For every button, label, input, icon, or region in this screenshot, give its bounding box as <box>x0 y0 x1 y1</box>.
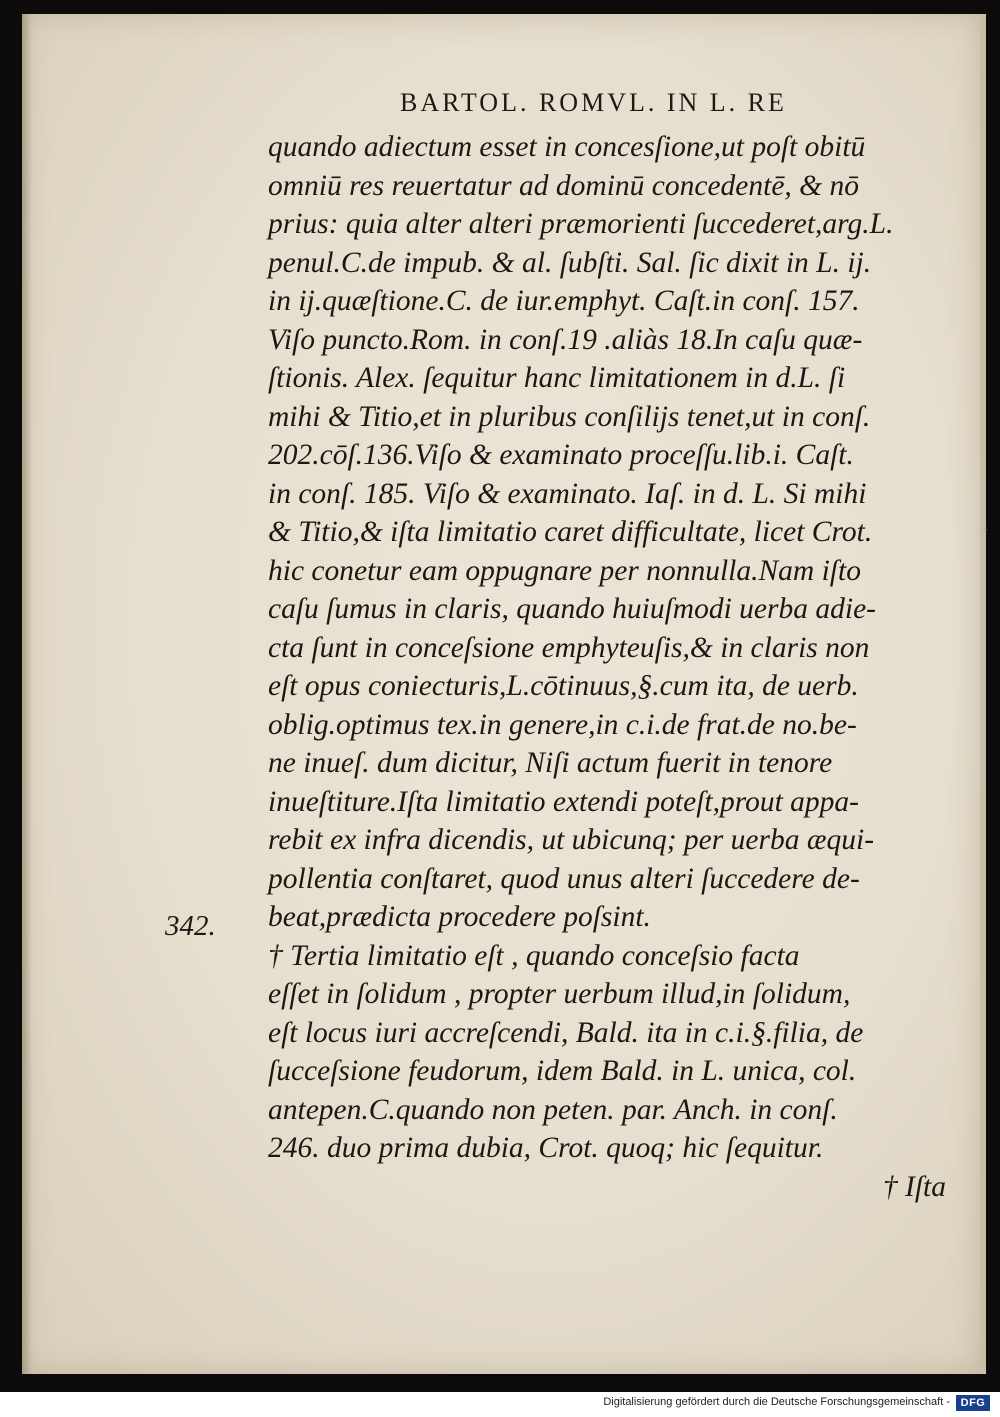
body-text <box>268 128 968 1206</box>
text-line: ſtionis. Alex. ſequitur hanc limitationem in d.L. ſi <box>268 362 846 394</box>
page-edge-mark: › <box>982 522 988 538</box>
text-line: inueſtiture.Iſta limitatio extendi poteſt,prout appa- <box>268 785 860 818</box>
text-line: omniū res reuertatur ad dominū concedentē, & nō <box>268 169 859 202</box>
text-line: eſſet in ſolidum , propter uerbum illud,in ſolidum, <box>268 978 851 1010</box>
text-line: † Tertia limitatio eſt , quando conceſsio facta <box>268 939 800 972</box>
text-line: in conſ. 185. Viſo & examinato. Iaſ. in d. L. Si mihi <box>268 477 867 510</box>
text-line: oblig.optimus tex.in genere,in c.i.de frat.de no.be- <box>268 708 857 741</box>
text-line: ne inueſ. dum dicitur, Niſi actum fuerit in tenore <box>268 747 833 779</box>
digitization-footer <box>0 1392 1000 1417</box>
text-line: prius: quia alter alteri præmorienti ſuccederet,arg.L. <box>268 208 894 240</box>
text-line: eſt locus iuri accreſcendi, Bald. ita in c.i.§.filia, de <box>268 1016 864 1049</box>
text-line: rebit ex infra dicendis, ut ubicunq; per uerba æqui- <box>268 824 875 856</box>
text-line: mihi & Titio,et in pluribus conſilijs tenet,ut in conſ. <box>268 400 871 433</box>
margin-number: 342. <box>165 910 216 942</box>
text-line: 202.cōſ.136.Viſo & examinato proceſſu.lib.i. Caſt. <box>268 439 854 471</box>
text-line: 246. duo prima dubia, Crot. quoq; hic ſequitur. <box>268 1132 824 1164</box>
text-line: quando adiectum esset in concesſione,ut poſt obitū <box>268 131 866 163</box>
text-line: eſt opus coniecturis,L.cōtinuus,§.cum ita, de uerb. <box>268 670 859 702</box>
text-line: beat,prædicta procedere poſsint. <box>268 901 651 933</box>
text-line: penul.C.de impub. & al. ſubſti. Sal. ſic dixit in L. ij. <box>268 246 872 279</box>
dfg-logo[interactable]: DFG <box>956 1395 990 1411</box>
text-line: in ij.quæſtione.C. de iur.emphyt. Caſt.in conſ. 157. <box>268 285 860 317</box>
text-line: hic conetur eam oppugnare per nonnulla.Nam iſto <box>268 554 861 587</box>
text-line: ſucceſsione feudorum, idem Bald. in L. unica, col. <box>268 1055 857 1087</box>
text-line: cta ſunt in conceſsione emphyteuſis,& in claris non <box>268 631 870 664</box>
text-line: antepen.C.quando non peten. par. Anch. in conſ. <box>268 1093 838 1126</box>
page-gutter-shadow <box>22 14 32 1374</box>
footer-credit: Digitalisierung gefördert durch die Deutsche Forschungsgemeinschaft - <box>603 1396 950 1408</box>
running-head: BARTOL. ROMVL. IN L. RE <box>400 88 787 117</box>
catchword-line: † Iſta <box>882 1170 946 1203</box>
text-line: pollentia conſtaret, quod unus alteri ſuccedere de- <box>268 862 860 895</box>
text-line: caſu ſumus in claris, quando huiuſmodi uerba adie- <box>268 593 876 625</box>
text-line: Viſo puncto.Rom. in conſ.19 .aliàs 18.In caſu quæ- <box>268 323 863 356</box>
text-line: & Titio,& iſta limitatio caret difficultate, licet Crot. <box>268 516 873 548</box>
